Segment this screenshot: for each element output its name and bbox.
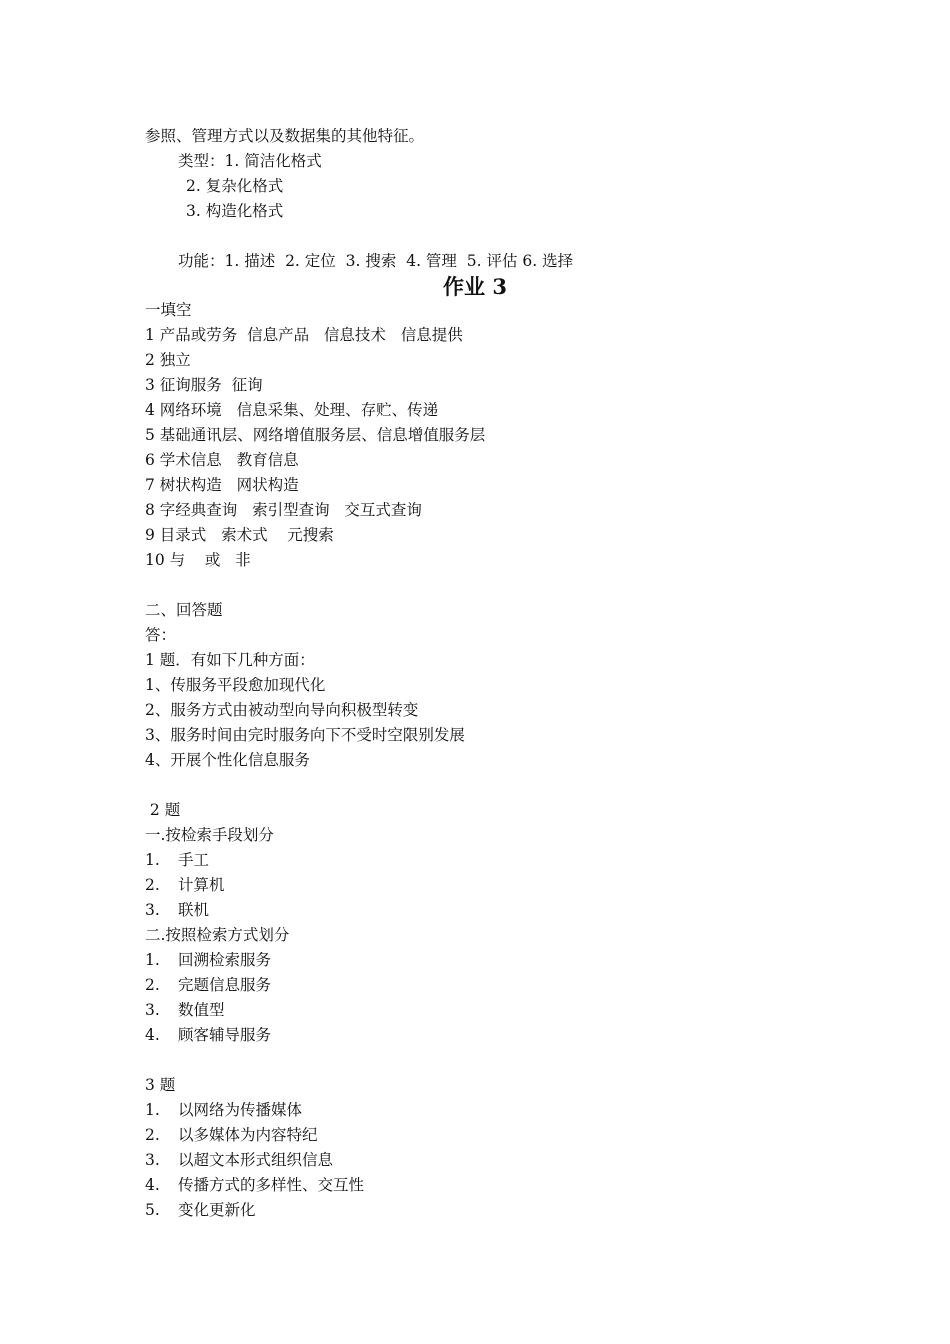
page-title: 作业 3 [443, 274, 507, 299]
list-item: 3 征询服务 征询 [145, 376, 263, 394]
list-item [145, 1200, 256, 1220]
list-item: 4、开展个性化信息服务 [145, 751, 310, 769]
question-label: 1 题．有如下几种方面： [145, 651, 315, 669]
list-number: 5. [145, 1201, 160, 1219]
list-item: 7 树状构造 网状构造 [145, 476, 299, 494]
list-item: 2、服务方式由被动型向导向积极型转变 [145, 701, 419, 719]
list-item: 10 与 或 非 [145, 551, 251, 569]
list-item [145, 1175, 364, 1195]
list-item: 2 独立 [145, 351, 191, 369]
subsection-heading: 一.按检索手段划分 [145, 826, 274, 844]
list-text: 手工 [178, 851, 210, 869]
list-item: 1、传服务平段愈加现代化 [145, 676, 326, 694]
list-number: 1. [145, 1101, 160, 1119]
list-item [145, 875, 225, 895]
list-item: 9 目录式 索术式 元搜索 [145, 526, 334, 544]
list-item: 3、服务时间由完时服务向下不受时空限别发展 [145, 726, 465, 744]
list-item [145, 1150, 333, 1170]
type-item: 3. 构造化格式 [186, 202, 284, 220]
list-item [145, 900, 209, 920]
types-label: 类型：1. 简洁化格式 [178, 152, 322, 170]
list-text: 联机 [178, 901, 210, 919]
list-item: 1 产品或劳务 信息产品 信息技术 信息提供 [145, 326, 463, 344]
list-item [145, 975, 271, 995]
list-item: 6 学术信息 教育信息 [145, 451, 299, 469]
list-number: 3. [145, 1001, 160, 1019]
type-item: 2. 复杂化格式 [186, 177, 284, 195]
list-text: 回溯检索服务 [178, 951, 272, 969]
subsection-heading: 二.按照检索方式划分 [145, 926, 290, 944]
functions-line: 功能：1. 描述 2. 定位 3. 搜索 4. 管理 5. 评估 6. 选择 [178, 252, 574, 270]
list-text: 完题信息服务 [178, 976, 272, 994]
list-text: 以超文本形式组织信息 [178, 1151, 334, 1169]
list-item: 4 网络环境 信息采集、处理、存贮、传递 [145, 401, 439, 419]
list-text: 变化更新化 [178, 1201, 256, 1219]
list-item [145, 1100, 302, 1120]
list-text: 以网络为传播媒体 [178, 1101, 303, 1119]
section-heading: 一填空 [145, 301, 192, 319]
answer-label: 答： [145, 626, 177, 644]
list-number: 1. [145, 951, 160, 969]
question-label: 3 题 [145, 1076, 176, 1094]
list-item: 8 字经典查询 索引型查询 交互式查询 [145, 501, 422, 519]
list-text: 计算机 [178, 876, 225, 894]
list-text: 传播方式的多样性、交互性 [178, 1176, 365, 1194]
list-text: 以多媒体为内容特纪 [178, 1126, 318, 1144]
list-number: 4. [145, 1176, 160, 1194]
section-heading: 二、回答题 [145, 601, 223, 619]
list-number: 2. [145, 976, 160, 994]
list-item [145, 950, 271, 970]
list-number: 1. [145, 851, 160, 869]
list-text: 顾客辅导服务 [178, 1026, 272, 1044]
list-number: 4. [145, 1026, 160, 1044]
list-item [145, 1125, 318, 1145]
list-number: 2. [145, 1126, 160, 1144]
question-label: 2 题 [145, 801, 181, 819]
list-item [145, 1025, 271, 1045]
list-number: 3. [145, 1151, 160, 1169]
list-item: 5 基础通讯层、网络增值服务层、信息增值服务层 [145, 426, 486, 444]
list-number: 2. [145, 876, 160, 894]
list-number: 3. [145, 901, 160, 919]
list-item [145, 850, 209, 870]
intro-line: 参照、管理方式以及数据集的其他特征。 [145, 127, 425, 145]
list-text: 数值型 [178, 1001, 225, 1019]
list-item [145, 1000, 225, 1020]
